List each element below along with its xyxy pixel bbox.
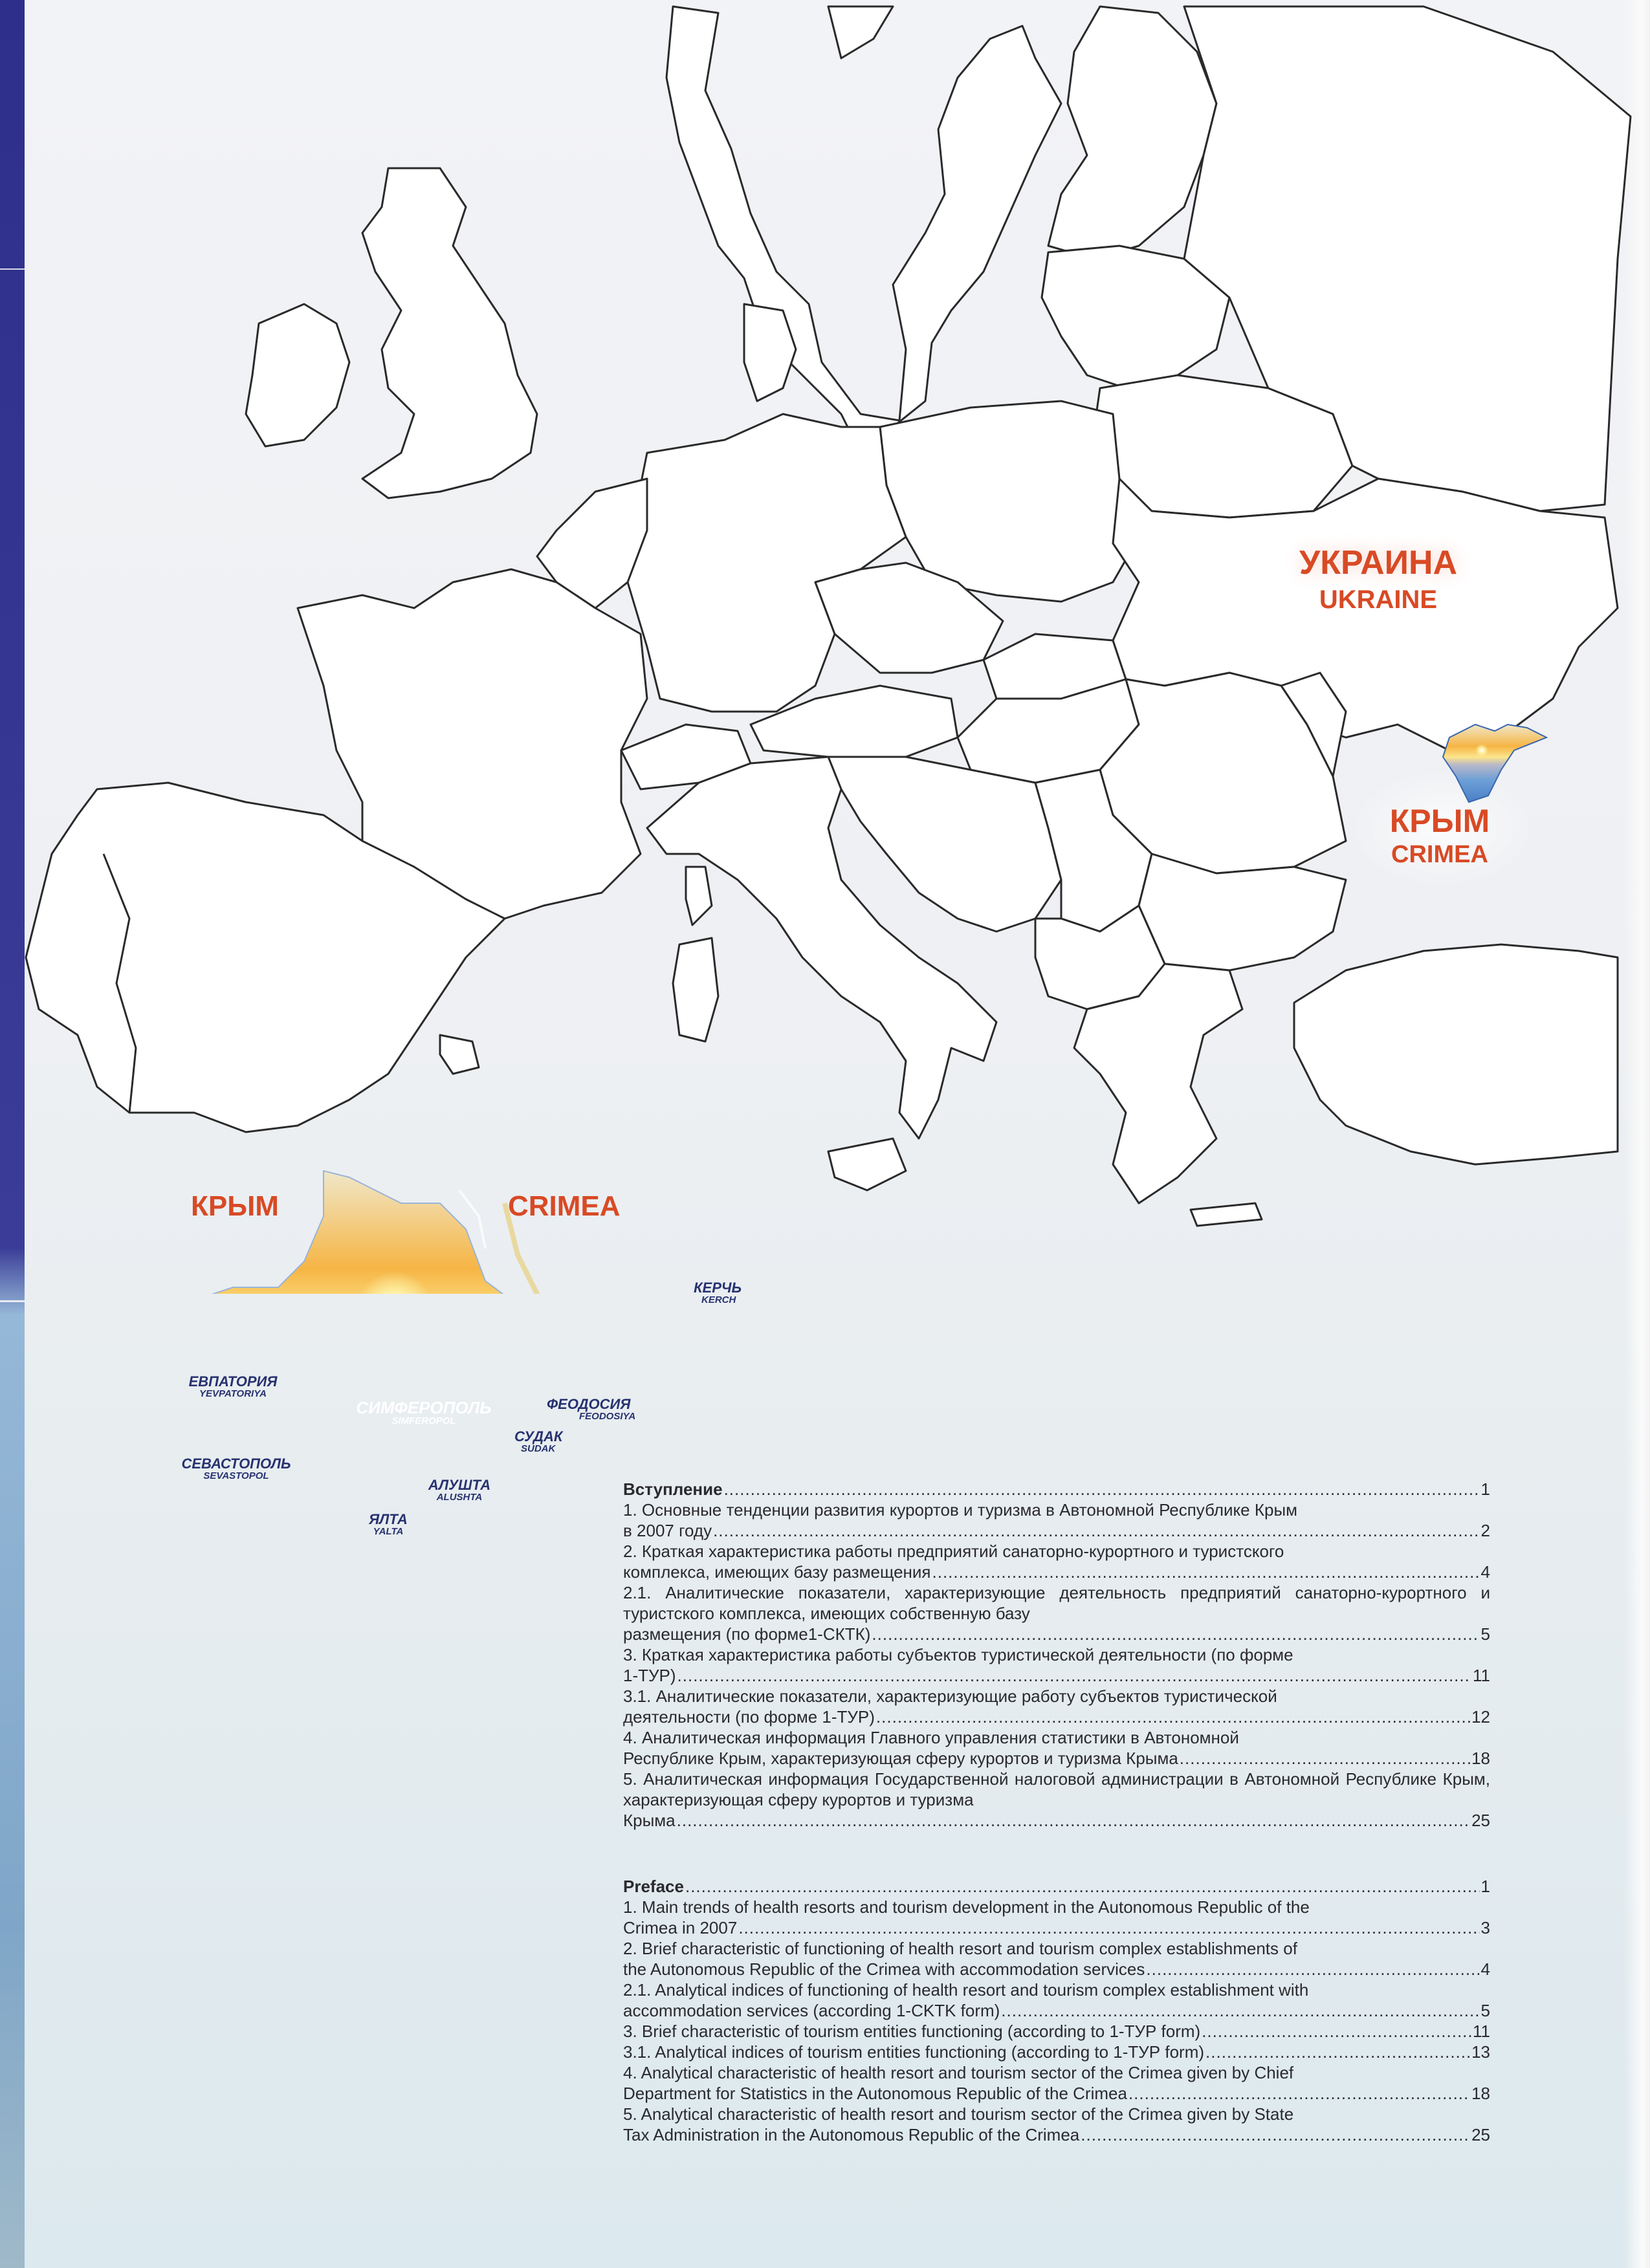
toc-entry-text-end: комплекса, имеющих базу размещения [623,1562,931,1582]
toc-entry-text: 1. Main trends of health resorts and tourism development in the Autonomous Republic of the [623,1897,1310,1917]
page-number: 11 [1473,1666,1490,1685]
leader-dots [1001,2000,1479,2021]
city-yalta [353,1512,424,1536]
leader-dots [872,1624,1479,1644]
toc-entry-text: 2.1. Analytical indices of functioning of health resort and tourism complex establishment with [623,1980,1309,2000]
page-number: 13 [1471,2042,1490,2062]
toc-entry[interactable] [623,1769,1490,1831]
page-number: 18 [1471,2084,1490,2103]
toc-entry-text-end: в 2007 году [623,1521,712,1540]
city-name-en: SIMFEROPOL [391,1415,456,1426]
crimea-small-label-ru: КРЫМ [1389,803,1490,839]
city-name-ru: ЯЛТА [369,1511,408,1527]
toc-entry[interactable] [623,2042,1490,2062]
leader-dots [677,1810,1470,1831]
city-sevastopol [171,1457,301,1481]
ukraine-label-ru: УКРАИНА [1299,544,1458,582]
toc-entry-text-end: Крыма [623,1811,676,1830]
ireland-shape [246,304,349,446]
page-number: 4 [1480,1562,1490,1582]
leader-dots [1081,2124,1470,2145]
toc-entry-text-end: the Autonomous Republic of the Crimea with accommodation services [623,1959,1145,1979]
toc-entry-text: 2.1. Аналитические показатели, характеризующие деятельность предприятий санаторно-курортного и туристского комплекса, имеющих собственную базу [623,1583,1490,1623]
page-number: 12 [1471,1707,1490,1727]
city-name-ru: КЕРЧЬ [694,1280,742,1296]
city-feodosiya [547,1397,635,1421]
toc-entry-text-end: Tax Administration in the Autonomous Republic of the Crimea [623,2125,1080,2144]
leader-dots [1202,2021,1471,2042]
page-number: 5 [1480,1624,1490,1644]
toc-entry-text: 4. Аналитическая информация Главного управления статистики в Автономной [623,1728,1239,1747]
toc-russian [623,1479,1490,1831]
leader-dots [738,1917,1479,1938]
page-number: 1 [1480,1479,1490,1499]
city-name-ru: СИМФЕРОПОЛЬ [356,1398,492,1417]
ukraine-label-en: UKRAINE [1319,585,1438,614]
leader-dots [876,1706,1470,1727]
page-number: 18 [1471,1749,1490,1768]
city-kerch [694,1281,742,1305]
toc-entry-text: 5. Аналитическая информация Государственной налоговой администрации в Автономной Республике Крым, характеризующая сферу курортов и туризма [623,1769,1490,1809]
toc-entry-text: 3.1. Аналитические показатели, характеризующие работу субъектов туристической [623,1686,1277,1706]
leader-dots [1180,1748,1470,1769]
toc-english [623,1876,1490,2145]
page-number: 5 [1480,2001,1490,2020]
city-yevpatoriya [171,1375,294,1399]
city-name-ru: СЕВАСТОПОЛЬ [181,1456,291,1472]
leader-dots [713,1520,1479,1541]
page-number: 4 [1480,1959,1490,1979]
toc-entry[interactable] [623,1686,1490,1727]
sardinia-shape [673,938,718,1041]
toc-entry[interactable] [623,1979,1490,2021]
city-name-ru: ФЕОДОСИЯ [547,1396,631,1412]
toc-entry[interactable] [623,1541,1490,1582]
leader-dots [932,1562,1480,1582]
crimea-small-label-en: CRIMEA [1391,841,1488,868]
toc-entry-text-end: размещения (по форме1-СКТК) [623,1624,871,1644]
toc-heading: Вступление [623,1479,723,1499]
toc-entry[interactable] [623,2104,1490,2145]
city-name-en: FEODOSIYA [579,1411,636,1422]
page-number: 25 [1471,1811,1490,1830]
scandinavia-shape [666,6,1061,453]
toc-entry-text: 1. Основные тенденции развития курортов и туризма в Автономной Республике Крым [623,1500,1298,1520]
toc-entry[interactable] [623,1644,1490,1686]
toc-entry[interactable] [623,1938,1490,1979]
toc-entry[interactable] [623,2021,1490,2042]
sicily-shape [828,1139,906,1190]
city-name-en: ALUSHTA [436,1492,483,1503]
city-name-en: SUDAK [521,1443,556,1454]
city-name-ru: СУДАК [514,1428,563,1445]
city-sudak [514,1430,562,1454]
leader-dots [724,1479,1480,1499]
crimea-large-illustration [175,1171,705,1294]
crete-shape [1191,1203,1262,1226]
city-name-ru: ЕВПАТОРИЯ [188,1373,278,1390]
page-number: 3 [1480,1918,1490,1937]
city-name-ru: АЛУШТА [428,1477,491,1493]
page-number: 11 [1473,2022,1490,2041]
toc-entry-text-end: 1-ТУР) [623,1666,676,1685]
leader-dots [1205,2042,1470,2062]
page-number: 1 [1480,1877,1490,1896]
toc-entry-text: 3. Краткая характеристика работы субъектов туристической деятельности (по форме [623,1645,1293,1664]
toc-entry-text-end: accommodation services (according 1-CKTK form) [623,2001,1000,2020]
toc-heading-row[interactable] [623,1876,1490,1897]
leader-dots [677,1665,1471,1686]
germany-shape [628,414,906,712]
turkey-shape [1294,944,1618,1164]
leader-dots [1146,1959,1479,1979]
toc-entry[interactable] [623,1582,1490,1644]
toc-entry-text: 5. Analytical characteristic of health resort and tourism sector of the Crimea given by State [623,2104,1294,2124]
toc-entry[interactable] [623,1897,1490,1938]
great-britain-shape [362,168,537,498]
page-number: 25 [1471,2125,1490,2144]
toc-entry[interactable] [623,1499,1490,1541]
toc-entry-text: 4. Analytical characteristic of health resort and tourism sector of the Crimea given by Chief [623,2063,1294,2082]
norway-north-shape [828,6,893,58]
city-simferopol [346,1399,501,1426]
city-name-en: YALTA [373,1526,404,1537]
toc-heading: Preface [623,1877,684,1896]
toc-entry-text-end: Республике Крым, характеризующая сферу курортов и туризма Крыма [623,1749,1178,1768]
toc-entry-text-end: Crimea in 2007 [623,1918,738,1937]
crimea-big-label-en: CRIMEA [508,1190,621,1222]
leader-dots [1128,2083,1470,2104]
toc-entry[interactable] [623,1727,1490,1769]
toc-entry-text-end: деятельности (по форме 1-ТУР) [623,1707,875,1727]
toc-entry-text: 2. Brief characteristic of functioning of health resort and tourism complex establishments of [623,1939,1297,1958]
city-name-en: KERCH [701,1294,736,1305]
bulgaria-shape [1139,854,1346,970]
corsica-shape [686,867,712,925]
city-name-en: SEVASTOPOL [203,1470,269,1481]
leader-dots [685,1876,1480,1897]
toc-entry-text-end: 3. Brief characteristic of tourism entities functioning (according to 1-ТУР form) [623,2022,1201,2041]
toc-heading-row[interactable] [623,1479,1490,1499]
crimea-big-label-ru: КРЫМ [191,1190,279,1222]
toc-entry-text-end: Department for Statistics in the Autonomous Republic of the Crimea [623,2084,1127,2103]
toc-entry-text: 2. Краткая характеристика работы предприятий санаторно-курортного и туристского [623,1542,1284,1561]
city-alushta [414,1478,505,1502]
toc-entry[interactable] [623,2062,1490,2104]
page-number: 2 [1480,1521,1490,1540]
toc-entry-text-end: 3.1. Analytical indices of tourism entities functioning (according to 1-ТУР form) [623,2042,1205,2062]
balearic-shape [440,1035,479,1074]
city-name-en: YEVPATORIYA [199,1388,267,1399]
